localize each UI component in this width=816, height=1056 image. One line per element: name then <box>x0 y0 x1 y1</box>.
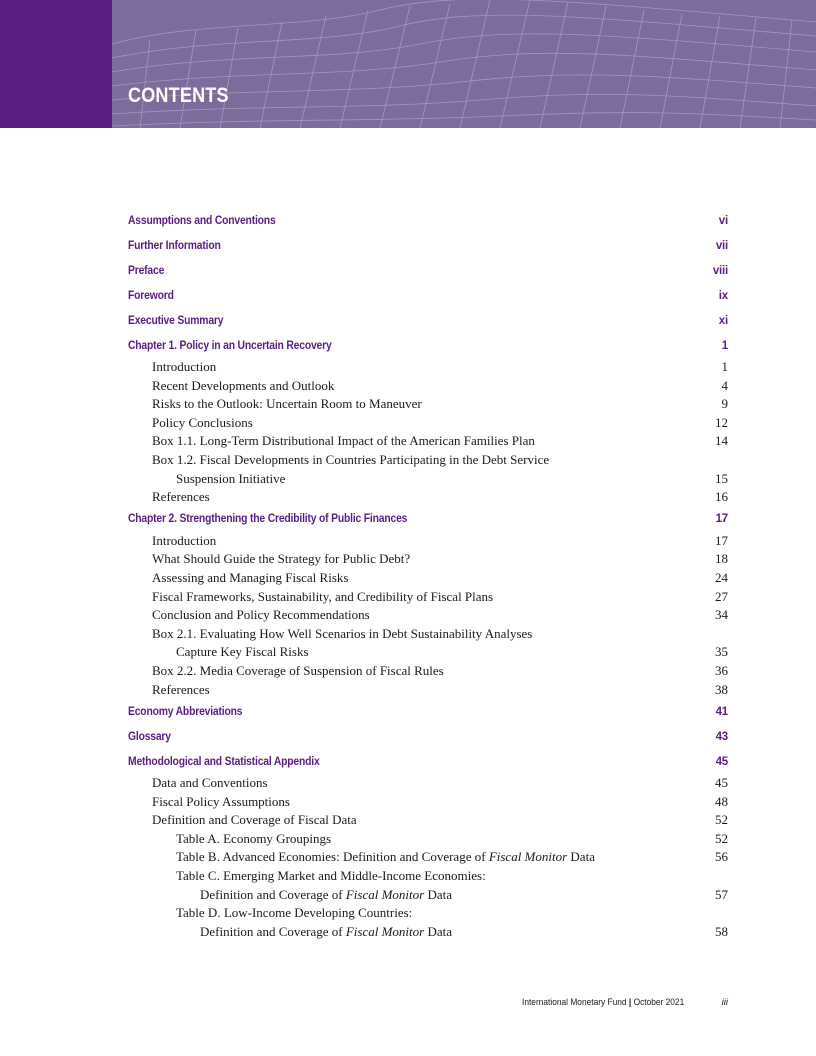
toc-section[interactable] <box>128 724 728 749</box>
toc-entry-line: Table C. Emerging Market and Middle-Income Economies: <box>176 868 486 884</box>
toc-entry-title: Table A. Economy Groupings <box>176 830 332 846</box>
toc-entry-title: Recent Developments and Outlook <box>152 377 335 393</box>
toc-page-number: 27 <box>715 588 728 604</box>
toc-entry-italic: Fiscal Monitor <box>488 849 568 865</box>
toc-section[interactable] <box>128 233 728 258</box>
toc-section-title: Methodological and Statistical Appendix <box>128 755 320 768</box>
toc-page-number: 24 <box>715 569 728 585</box>
toc-page-number: 4 <box>721 377 728 393</box>
toc-table-entry[interactable] <box>128 848 728 867</box>
toc-page-number: 45 <box>715 755 728 768</box>
toc-entry[interactable] <box>128 793 728 812</box>
toc-appendix[interactable] <box>128 749 728 774</box>
toc-entry[interactable] <box>128 432 728 451</box>
footer-date: October 2021 <box>633 997 685 1008</box>
toc-section-title: Foreword <box>128 289 174 302</box>
toc-page-number: 1 <box>721 339 728 352</box>
toc-entry-line-continued: Suspension Initiative <box>176 470 286 486</box>
toc-page-number: 1 <box>721 359 728 374</box>
toc-page-number: 48 <box>715 793 728 809</box>
toc-entry-title: Risks to the Outlook: Uncertain Room to Maneuver <box>152 396 422 412</box>
toc-page-number: vi <box>718 214 728 227</box>
toc-entry[interactable] <box>128 606 728 625</box>
toc-entry-title: Box 2.2. Media Coverage of Suspension of Fiscal Rules <box>152 662 444 678</box>
toc-page-number: 9 <box>721 396 728 412</box>
toc-entry-title <box>176 904 688 941</box>
page-title: CONTENTS <box>128 84 229 107</box>
toc-entry-title <box>152 451 688 488</box>
toc-entry[interactable] <box>128 550 728 569</box>
toc-page-number: 17 <box>715 513 728 526</box>
toc-page-number: 57 <box>715 886 728 902</box>
toc-section-title: Glossary <box>128 730 171 743</box>
footer-publication <box>522 997 684 1008</box>
toc-table-entry[interactable] <box>128 830 728 849</box>
toc-page-number: ix <box>718 289 728 302</box>
toc-page-number: 52 <box>715 830 728 846</box>
toc-page-number: 43 <box>715 730 728 743</box>
toc-section[interactable] <box>128 208 728 233</box>
toc-entry-title <box>176 848 688 867</box>
toc-entry-title: Policy Conclusions <box>152 414 253 430</box>
toc-entry[interactable] <box>128 681 728 700</box>
toc-section[interactable] <box>128 283 728 308</box>
header-banner <box>0 0 816 128</box>
toc-entry-title: Box 1.1. Long-Term Distributional Impact of the American Families Plan <box>152 433 535 449</box>
toc-table-entry[interactable] <box>128 867 728 904</box>
toc-page-number: 41 <box>715 705 728 718</box>
toc-entry[interactable] <box>128 625 728 662</box>
toc-entry-line-continued <box>176 886 688 905</box>
toc-page-number: 34 <box>715 607 728 623</box>
toc-page-number: viii <box>712 264 728 277</box>
toc-entry-line: Box 2.1. Evaluating How Well Scenarios in Debt Sustainability Analyses <box>152 625 533 641</box>
toc-entry-line-continued: Capture Key Fiscal Risks <box>176 644 309 660</box>
toc-entry-text: Definition and Coverage of <box>200 923 346 939</box>
toc-page-number: 14 <box>715 433 728 449</box>
toc-page-number: 17 <box>715 532 728 548</box>
toc-entry-line: Box 1.2. Fiscal Developments in Countries Participating in the Debt Service <box>152 451 550 467</box>
page-footer <box>522 997 728 1008</box>
toc-entry-italic: Fiscal Monitor <box>345 886 425 902</box>
toc-section-title: Economy Abbreviations <box>128 705 243 718</box>
toc-page-number: 36 <box>715 662 728 678</box>
toc-entry[interactable] <box>128 358 728 377</box>
toc-page-number: 38 <box>715 681 728 697</box>
wireframe-mesh-decoration <box>0 0 816 128</box>
toc-entry-title: Fiscal Policy Assumptions <box>152 793 290 809</box>
banner-accent-block <box>0 0 112 128</box>
footer-page-number: iii <box>721 997 728 1008</box>
footer-publisher: International Monetary Fund <box>522 997 627 1008</box>
toc-entry-title: Assessing and Managing Fiscal Risks <box>152 569 349 585</box>
toc-entry-line-continued <box>176 923 688 942</box>
toc-section-title: Preface <box>128 264 165 277</box>
toc-entry-italic: Fiscal Monitor <box>345 923 425 939</box>
toc-entry-title: Introduction <box>152 532 217 548</box>
toc-entry[interactable] <box>128 811 728 830</box>
toc-entry[interactable] <box>128 414 728 433</box>
toc-page-number: 35 <box>715 644 728 660</box>
toc-page-number: vii <box>715 239 728 252</box>
toc-entry[interactable] <box>128 774 728 793</box>
toc-entry[interactable] <box>128 569 728 588</box>
toc-entry-title: References <box>152 681 210 697</box>
toc-entry-title: What Should Guide the Strategy for Public Debt? <box>152 551 411 567</box>
toc-chapter-2[interactable] <box>128 507 728 532</box>
toc-entry[interactable] <box>128 588 728 607</box>
toc-entry-text: Definition and Coverage of <box>200 886 346 902</box>
toc-entry[interactable] <box>128 395 728 414</box>
toc-entry-text: Data <box>567 849 595 865</box>
table-of-contents <box>128 208 728 941</box>
toc-entry-title <box>152 625 688 662</box>
toc-entry[interactable] <box>128 377 728 396</box>
toc-entry[interactable] <box>128 488 728 507</box>
toc-entry-title: Definition and Coverage of Fiscal Data <box>152 812 357 828</box>
toc-section-title: Chapter 1. Policy in an Uncertain Recovery <box>128 339 332 352</box>
toc-page-number: xi <box>718 314 728 327</box>
toc-entry[interactable] <box>128 662 728 681</box>
toc-section-title: Chapter 2. Strengthening the Credibility of Public Finances <box>128 513 408 526</box>
toc-page-number: 52 <box>715 812 728 828</box>
toc-section[interactable] <box>128 308 728 333</box>
toc-entry-line: Table D. Low-Income Developing Countries: <box>176 905 413 921</box>
toc-page-number: 56 <box>715 849 728 865</box>
toc-page-number: 45 <box>715 775 728 791</box>
toc-entry[interactable] <box>128 451 728 488</box>
footer-separator: | <box>628 997 632 1008</box>
toc-entry-title: Fiscal Frameworks, Sustainability, and Credibility of Fiscal Plans <box>152 588 494 604</box>
toc-section-title: Further Information <box>128 239 221 252</box>
toc-section-title: Executive Summary <box>128 314 224 327</box>
toc-entry-title: Introduction <box>152 359 217 374</box>
toc-entry-text: Data <box>424 886 452 902</box>
toc-chapter-1[interactable] <box>128 333 728 358</box>
toc-entry-title: Data and Conventions <box>152 775 268 791</box>
toc-page-number: 16 <box>715 489 728 505</box>
toc-page-number: 58 <box>715 923 728 939</box>
toc-entry-title: References <box>152 489 210 505</box>
toc-table-entry[interactable] <box>128 904 728 941</box>
toc-section[interactable] <box>128 258 728 283</box>
toc-entry-title <box>176 867 688 904</box>
toc-entry-text: Data <box>424 923 452 939</box>
toc-page-number: 12 <box>715 414 728 430</box>
toc-section-title: Assumptions and Conventions <box>128 214 276 227</box>
toc-section[interactable] <box>128 699 728 724</box>
toc-entry[interactable] <box>128 532 728 551</box>
toc-entry-text: Table B. Advanced Economies: Definition and Coverage of <box>176 849 489 865</box>
toc-entry-title: Conclusion and Policy Recommendations <box>152 607 370 623</box>
toc-page-number: 18 <box>715 551 728 567</box>
toc-page-number: 15 <box>715 470 728 486</box>
